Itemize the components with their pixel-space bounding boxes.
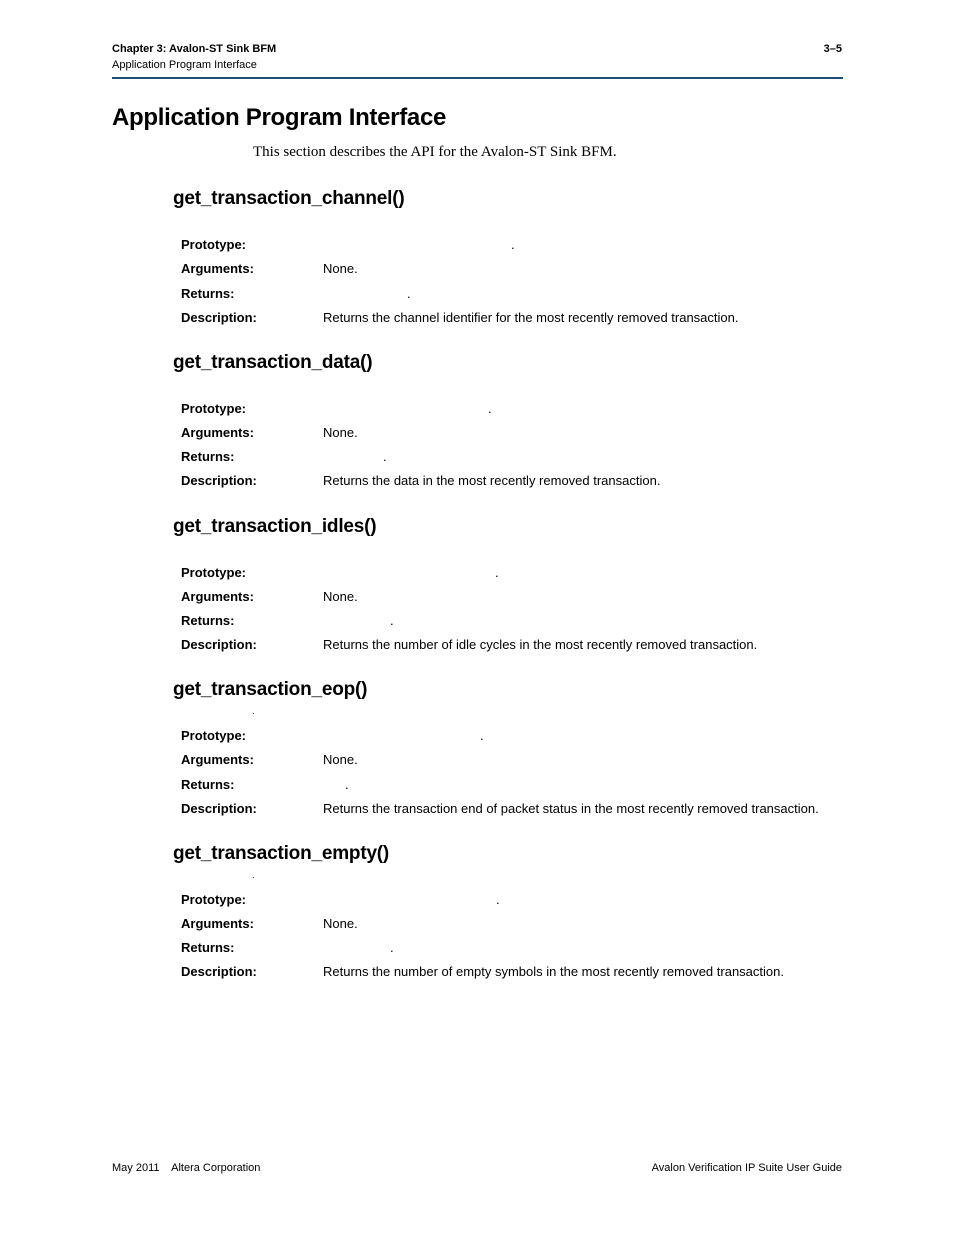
description-value: Returns the data in the most recently removed transaction. <box>323 473 661 488</box>
returns-placeholder: . <box>390 613 394 628</box>
footer-left: May 2011 Altera Corporation <box>112 1162 261 1174</box>
returns-label: Returns: <box>181 449 235 464</box>
prototype-placeholder: . <box>495 565 499 580</box>
description-label: Description: <box>181 801 257 816</box>
prototype-label: Prototype: <box>181 237 246 252</box>
prototype-placeholder: . <box>496 892 500 907</box>
arguments-value: None. <box>323 752 358 767</box>
intro-text: This section describes the API for the Avalon-ST Sink BFM. <box>253 144 617 160</box>
prototype-label: Prototype: <box>181 401 246 416</box>
function-title: get_transaction_channel() <box>173 188 405 209</box>
returns-placeholder: . <box>407 286 411 301</box>
prototype-label: Prototype: <box>181 565 246 580</box>
arguments-label: Arguments: <box>181 752 254 767</box>
prototype-label: Prototype: <box>181 892 246 907</box>
function-title: get_transaction_data() <box>173 352 373 373</box>
returns-label: Returns: <box>181 613 235 628</box>
description-label: Description: <box>181 473 257 488</box>
footer-right: Avalon Verification IP Suite User Guide <box>651 1162 842 1174</box>
header-section: Application Program Interface <box>112 59 257 71</box>
arguments-label: Arguments: <box>181 261 254 276</box>
returns-label: Returns: <box>181 286 235 301</box>
arguments-label: Arguments: <box>181 589 254 604</box>
stray-mark: . <box>252 870 255 880</box>
arguments-value: None. <box>323 261 358 276</box>
returns-placeholder: . <box>390 940 394 955</box>
function-title: get_transaction_empty() <box>173 843 390 864</box>
prototype-placeholder: . <box>488 401 492 416</box>
arguments-value: None. <box>323 425 358 440</box>
function-title: get_transaction_idles() <box>173 516 377 537</box>
prototype-placeholder: . <box>511 237 515 252</box>
prototype-label: Prototype: <box>181 728 246 743</box>
header-rule <box>112 77 843 79</box>
page-title: Application Program Interface <box>112 104 447 131</box>
header-chapter: Chapter 3: Avalon-ST Sink BFM <box>112 43 277 55</box>
returns-label: Returns: <box>181 777 235 792</box>
function-title: get_transaction_eop() <box>173 679 368 700</box>
page-number: 3–5 <box>823 43 842 55</box>
returns-placeholder: . <box>345 777 349 792</box>
description-value: Returns the number of empty symbols in the most recently removed transaction. <box>323 964 784 979</box>
description-label: Description: <box>181 637 257 652</box>
returns-placeholder: . <box>383 449 387 464</box>
stray-mark: . <box>252 706 255 716</box>
arguments-label: Arguments: <box>181 916 254 931</box>
arguments-value: None. <box>323 916 358 931</box>
prototype-placeholder: . <box>480 728 484 743</box>
arguments-value: None. <box>323 589 358 604</box>
description-value: Returns the number of idle cycles in the most recently removed transaction. <box>323 637 758 652</box>
description-value: Returns the channel identifier for the most recently removed transaction. <box>323 310 739 325</box>
description-label: Description: <box>181 964 257 979</box>
description-value: Returns the transaction end of packet status in the most recently removed transaction. <box>323 801 819 816</box>
returns-label: Returns: <box>181 940 235 955</box>
description-label: Description: <box>181 310 257 325</box>
arguments-label: Arguments: <box>181 425 254 440</box>
